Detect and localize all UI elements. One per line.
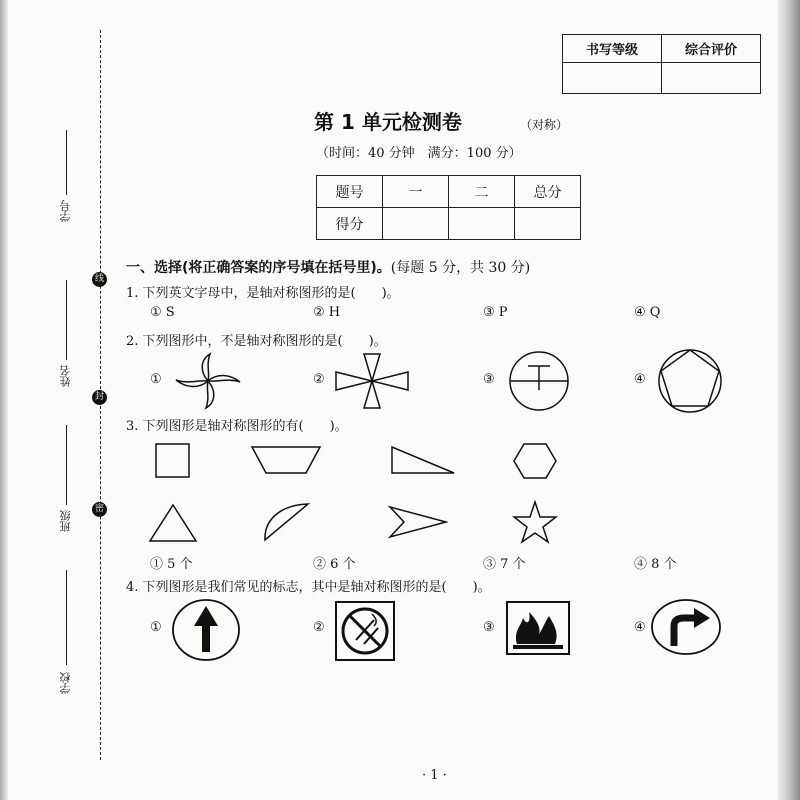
q1-option-4[interactable]: ④ Q <box>634 305 661 320</box>
section-title: 一、选择(将正确答案的序号填在括号里)。 <box>126 260 391 276</box>
score-cell-total[interactable] <box>515 208 581 240</box>
q1-option-3[interactable]: ③ P <box>483 305 508 320</box>
q1-option-1[interactable]: ① S <box>150 305 175 320</box>
star-icon <box>512 500 558 544</box>
exam-info: （时间：40 分钟 满分：100 分） <box>316 146 522 161</box>
q4-option-2[interactable]: ② <box>313 620 325 635</box>
overall-eval-header: 综合评价 <box>662 35 761 63</box>
up-arrow-sign-icon <box>171 598 241 662</box>
overall-eval-cell[interactable] <box>662 63 761 94</box>
trapezoid-icon <box>250 445 322 475</box>
name-label: 姓名 <box>59 365 72 387</box>
page-edge-right <box>778 0 800 800</box>
score-header-total: 总分 <box>515 176 581 208</box>
hexagon-icon <box>512 442 558 480</box>
turn-right-sign-icon <box>650 598 722 656</box>
circle-pentagon-icon <box>654 348 726 414</box>
square-icon <box>155 443 191 479</box>
section-heading <box>126 257 530 277</box>
flammable-sign-icon <box>505 600 571 656</box>
triangle-icon <box>148 503 198 543</box>
q1-option-2[interactable]: ② H <box>313 305 341 320</box>
page-edge-left <box>0 0 8 800</box>
school-label: 学校 <box>59 672 72 694</box>
q2-option-1[interactable]: ① <box>150 372 162 387</box>
q2-option-2[interactable]: ② <box>313 372 325 387</box>
seal-mark-feng: 封 <box>92 390 107 405</box>
q2-option-4[interactable]: ④ <box>634 372 646 387</box>
sector-icon <box>262 500 310 542</box>
section-note: (每题 5 分，共 30 分) <box>390 260 531 276</box>
q4-option-3[interactable]: ③ <box>483 620 495 635</box>
q3-option-3[interactable]: ③ 7 个 <box>483 557 526 572</box>
seal-mark-xian: 线 <box>92 272 107 287</box>
q3-option-4[interactable]: ④ 8 个 <box>634 557 677 572</box>
page-title: 第 1 单元检测卷 <box>314 110 462 134</box>
score-table <box>316 175 581 240</box>
class-line <box>66 425 67 505</box>
q4-option-1[interactable]: ① <box>150 620 162 635</box>
question-2: 2. 下列图形中，不是轴对称图形的是( )。 <box>126 334 387 349</box>
score-cell-one[interactable] <box>383 208 449 240</box>
writing-grade-cell[interactable] <box>563 63 662 94</box>
class-label: 班级 <box>59 510 72 532</box>
grade-box <box>562 34 761 94</box>
bowtie-cross-icon <box>334 352 410 410</box>
q2-option-3[interactable]: ③ <box>483 372 495 387</box>
right-triangle-icon <box>390 445 456 475</box>
page-subtitle: （对称） <box>520 118 569 132</box>
page-number: · 1 · <box>422 768 447 783</box>
score-cell-two[interactable] <box>449 208 515 240</box>
seal-mark-mi: 密 <box>92 502 107 517</box>
writing-grade-header: 书写等级 <box>563 35 662 63</box>
score-header-one: 一 <box>383 176 449 208</box>
question-4: 4. 下列图形是我们常见的标志，其中是轴对称图形的是( )。 <box>126 580 491 595</box>
score-header-number: 题号 <box>317 176 383 208</box>
school-line <box>66 570 67 665</box>
student-id-label: 学号 <box>59 200 72 222</box>
question-1: 1. 下列英文字母中，是轴对称图形的是( )。 <box>126 286 400 301</box>
arrowhead-icon <box>388 505 448 539</box>
score-row-label: 得分 <box>317 208 383 240</box>
q3-option-2[interactable]: ② 6 个 <box>313 557 356 572</box>
name-line <box>66 280 67 360</box>
q4-option-4[interactable]: ④ <box>634 620 646 635</box>
student-id-line <box>66 130 67 195</box>
score-header-two: 二 <box>449 176 515 208</box>
question-3: 3. 下列图形是轴对称图形的有( )。 <box>126 419 348 434</box>
circle-with-bar-icon <box>503 350 575 412</box>
q3-option-1[interactable]: ① 5 个 <box>150 557 193 572</box>
no-fire-sign-icon <box>334 600 396 662</box>
pinwheel-icon <box>170 352 246 410</box>
